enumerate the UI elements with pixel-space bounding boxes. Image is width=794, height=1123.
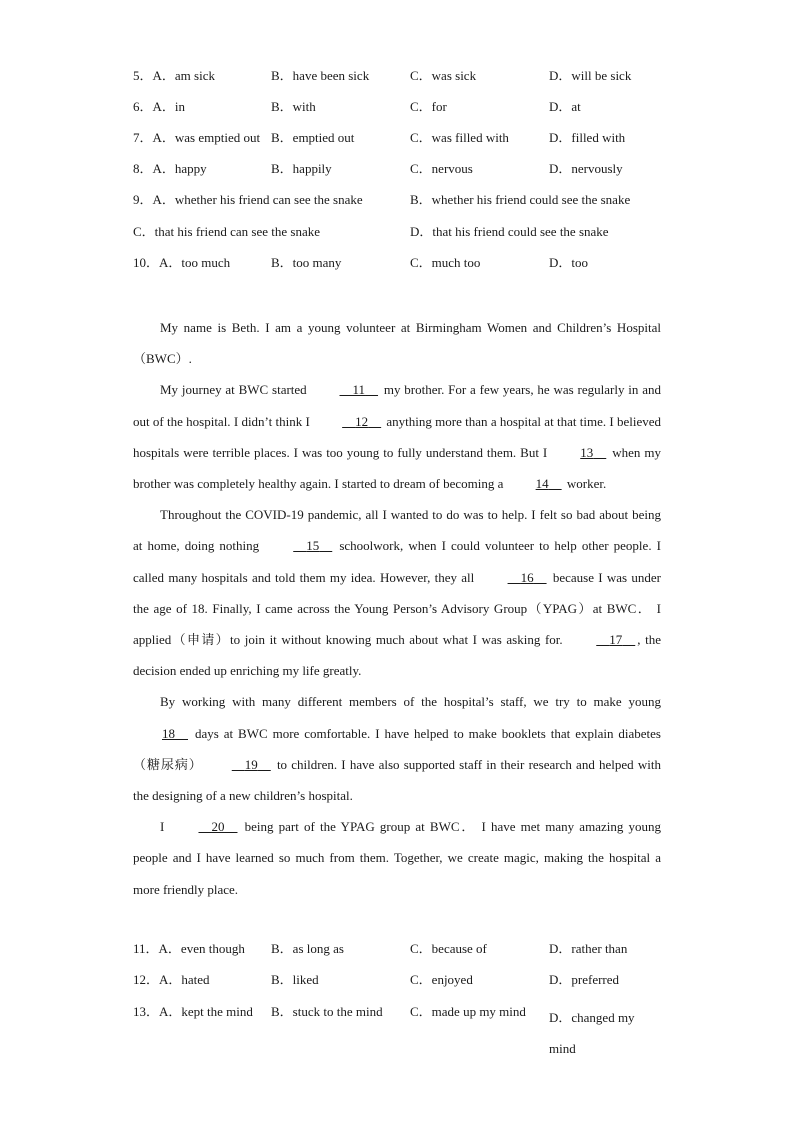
question-10-option-b[interactable]: B．too many [271, 255, 342, 270]
question-5-option-b[interactable]: B．have been sick [271, 68, 370, 83]
question-12-option-b[interactable]: B．liked [271, 972, 319, 987]
question-11-option-c[interactable]: C．because of [410, 941, 487, 956]
blank-15[interactable]: 15 [306, 538, 320, 554]
passage-paragraph-4: By working with many different members of the hospital’s staff, we try to make young 18 days at BWC more comfortable. I have helped to make booklets that explain diabetes（糖尿病） 19 to children. I have also supported staff in their research and helped with the designing of a new children’s hospital. [133, 694, 661, 804]
question-13-option-d[interactable]: D．changed my mind [549, 1010, 635, 1056]
question-7-option-b[interactable]: B．emptied out [271, 130, 355, 145]
cloze-passage [133, 312, 661, 905]
blank-20[interactable]: 20 [211, 819, 225, 835]
blank-16[interactable]: 16 [520, 569, 534, 585]
question-13-option-c[interactable]: C．made up my mind [410, 1004, 526, 1019]
question-9-row-2 [133, 222, 673, 242]
blank-18[interactable]: 18 [162, 725, 175, 741]
blank-12[interactable]: 12 [355, 413, 369, 429]
question-6 [133, 97, 673, 117]
question-5-option-c[interactable]: C．was sick [410, 68, 477, 83]
question-13-option-a[interactable]: 13．A．kept the mind [133, 1004, 253, 1019]
question-7-option-c[interactable]: C．was filled with [410, 130, 509, 145]
question-9-row-1 [133, 190, 673, 210]
blank-17[interactable]: 17 [609, 632, 623, 648]
question-7-option-d[interactable]: D．filled with [549, 130, 626, 145]
passage-paragraph-2: My journey at BWC started 11 my brother. For a few years, he was regularly in and out of the hospital. I didn’t think I 12 anything more than a hospital at that time. I believed hospitals were terrible places. I was too young to fully understand them. But I 13 when my brother was completely healthy again. I started to dream of becoming a 14 worker. [133, 374, 661, 499]
question-6-option-c[interactable]: C．for [410, 99, 447, 114]
question-12-option-d[interactable]: D．preferred [549, 972, 620, 987]
question-6-option-d[interactable]: D．at [549, 99, 581, 114]
question-11 [133, 939, 673, 959]
question-5 [133, 66, 673, 86]
question-8-option-a[interactable]: 8．A．happy [133, 161, 207, 176]
blank-11[interactable]: 11 [352, 382, 366, 398]
question-9-option-d[interactable]: D．that his friend could see the snake [410, 224, 609, 239]
question-10-option-a[interactable]: 10．A．too much [133, 255, 231, 270]
question-12-option-c[interactable]: C．enjoyed [410, 972, 473, 987]
passage-paragraph-1: My name is Beth. I am a young volunteer at Birmingham Women and Children’s Hospital（BWC）. [133, 320, 661, 367]
question-13-option-b[interactable]: B．stuck to the mind [271, 1004, 383, 1019]
question-8 [133, 159, 673, 179]
question-7-option-a[interactable]: 7．A．was emptied out [133, 130, 261, 145]
question-8-option-c[interactable]: C．nervous [410, 161, 473, 176]
blank-14[interactable]: 14 [535, 476, 549, 492]
question-10 [133, 253, 673, 273]
question-6-option-a[interactable]: 6．A．in [133, 99, 186, 114]
question-8-option-b[interactable]: B．happily [271, 161, 332, 176]
question-13 [133, 1002, 673, 1056]
question-12 [133, 970, 673, 990]
passage-paragraph-5: I 20 being part of the YPAG group at BWC． I have met many amazing young people and I have learned so much from them. Together, we create magic, making the hospital a more friendly place. [133, 811, 661, 905]
question-9-option-a[interactable]: 9．A．whether his friend can see the snake [133, 192, 363, 207]
question-7 [133, 128, 673, 148]
question-8-option-d[interactable]: D．nervously [549, 161, 623, 176]
question-6-option-b[interactable]: B．with [271, 99, 316, 114]
question-10-option-d[interactable]: D．too [549, 255, 589, 270]
question-11-option-d[interactable]: D．rather than [549, 941, 628, 956]
blank-19[interactable]: 19 [244, 756, 258, 772]
question-9-option-c[interactable]: C．that his friend can see the snake [133, 224, 320, 239]
question-10-option-c[interactable]: C．much too [410, 255, 481, 270]
question-9-option-b[interactable]: B．whether his friend could see the snake [410, 192, 631, 207]
blank-13[interactable]: 13 [580, 444, 594, 460]
question-11-option-a[interactable]: 11．A．even though [133, 941, 245, 956]
question-12-option-a[interactable]: 12．A．hated [133, 972, 210, 987]
question-11-option-b[interactable]: B．as long as [271, 941, 344, 956]
passage-paragraph-3: Throughout the COVID-19 pandemic, all I wanted to do was to help. I felt so bad about being at home, doing nothing 15 schoolwork, when I could volunteer to help other people. I called many hospitals and told them my idea. However, they all 16 because I was under the age of 18. Finally, I came across the Young Person’s Advisory Group（YPAG）at BWC． I applied（申请）to join it without knowing much about what I was asking for. 17 , the decision ended up enriching my life greatly. [133, 507, 661, 679]
question-5-option-a[interactable]: 5．A．am sick [133, 68, 215, 83]
question-5-option-d[interactable]: D．will be sick [549, 68, 632, 83]
